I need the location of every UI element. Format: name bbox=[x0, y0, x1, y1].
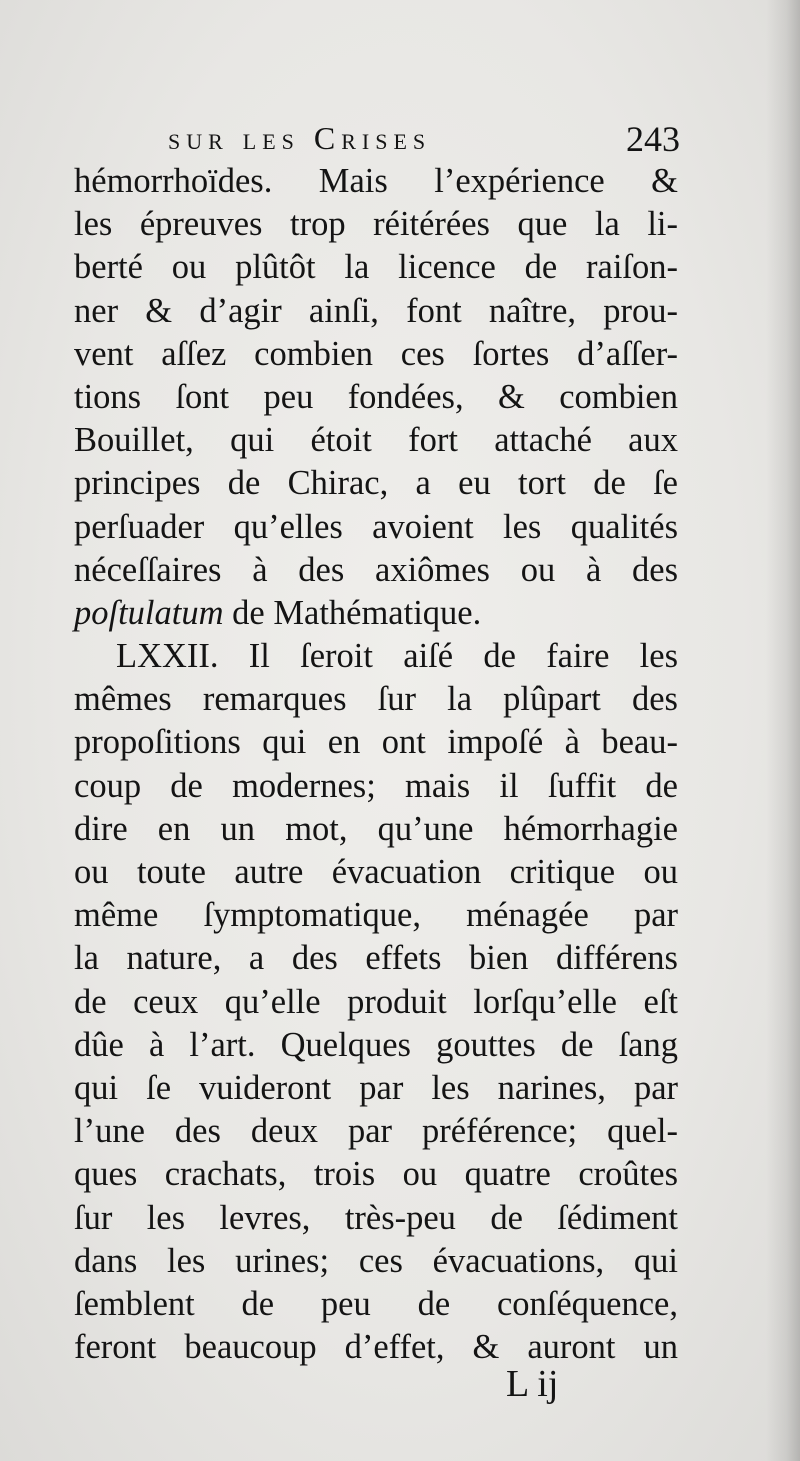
page-edge-shadow bbox=[766, 0, 800, 1461]
page-number: 243 bbox=[626, 119, 680, 159]
text-line: tions ſont peu fondées, & combien bbox=[74, 377, 678, 416]
text-line: qui ſe vuideront par les narines, par bbox=[74, 1068, 678, 1107]
text-line-rest: de Mathématique. bbox=[232, 593, 482, 632]
italic-term: poſtulatum bbox=[74, 593, 224, 632]
paragraph-start-line: LXXII. Il ſeroit aiſé de faire les bbox=[116, 637, 678, 676]
text-line: l’une des deux par préférence; quel- bbox=[74, 1112, 678, 1151]
text-line: perſuader qu’elles avoient les qualités bbox=[74, 507, 678, 546]
text-line: ques crachats, trois ou quatre croûtes bbox=[74, 1155, 678, 1194]
text-line: ner & d’agir ainſi, font naître, prou- bbox=[74, 291, 678, 330]
text-line-paragraph-end bbox=[74, 592, 678, 635]
text-line: néceſſaires à des axiômes ou à des bbox=[74, 550, 678, 589]
text-line: vent aſſez combien ces ſortes d’aſſer- bbox=[74, 334, 678, 373]
text-line: coup de modernes; mais il ſuffit de bbox=[74, 766, 678, 805]
text-line: ſemblent de peu de conſéquence, bbox=[74, 1284, 678, 1323]
text-line: les épreuves trop réitérées que la li- bbox=[74, 205, 678, 244]
text-line: propoſitions qui en ont impoſé à beau- bbox=[74, 723, 678, 762]
text-line: feront beaucoup d’effet, & auront un bbox=[74, 1328, 678, 1367]
text-line: Bouillet, qui étoit fort attaché aux bbox=[74, 421, 678, 460]
text-line: hémorrhoïdes. Mais l’expérience & bbox=[74, 162, 678, 200]
text-line: même ſymptomatique, ménagée par bbox=[74, 896, 678, 935]
text-line: dans les urines; ces évacuations, qui bbox=[74, 1241, 678, 1280]
text-line: principes de Chirac, a eu tort de ſe bbox=[74, 464, 678, 503]
text-line: ſur les levres, très-peu de ſédiment bbox=[74, 1198, 678, 1237]
text-line: dire en un mot, qu’une hémorrhagie bbox=[74, 809, 678, 848]
text-line: dûe à l’art. Quelques gouttes de ſang bbox=[74, 1025, 678, 1064]
body-text bbox=[74, 160, 678, 1369]
text-line: la nature, a des effets bien différens bbox=[74, 939, 678, 978]
text-line: de ceux qu’elle produit lorſqu’elle eſt bbox=[74, 982, 678, 1021]
text-line: mêmes remarques ſur la plûpart des bbox=[74, 680, 678, 719]
running-head: sur les Crises bbox=[168, 120, 432, 156]
text-line: ou toute autre évacuation critique ou bbox=[74, 853, 678, 891]
text-line: berté ou plûtôt la licence de raiſon- bbox=[74, 248, 678, 287]
signature-mark: L ij bbox=[506, 1363, 559, 1405]
page-header bbox=[168, 118, 688, 162]
